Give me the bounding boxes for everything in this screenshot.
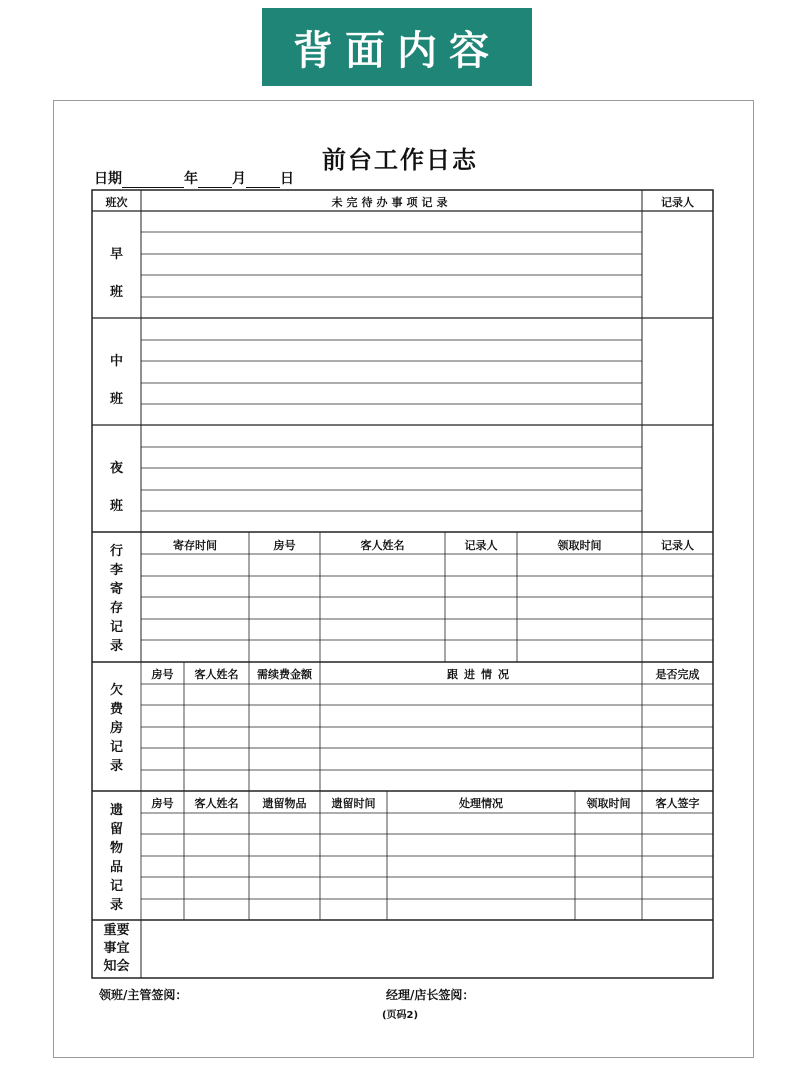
luggage-col-room: 房号 xyxy=(273,539,296,552)
arrears-section-label: 欠 费 房 记 录 xyxy=(109,683,123,774)
month-label: 月 xyxy=(232,171,246,187)
header-shift: 班次 xyxy=(105,196,128,209)
arrears-col-followup: 跟进情况 xyxy=(447,668,515,681)
lost-col-time: 遗留时间 xyxy=(331,797,376,810)
arrears-col-completed: 是否完成 xyxy=(655,668,700,681)
luggage-col-pickup-time: 领取时间 xyxy=(557,539,602,552)
lost-items-section-label: 遗 留 物 品 记 录 xyxy=(109,803,123,913)
manager-signoff: 经理/店长签阅： xyxy=(386,988,475,1002)
section-banner: 背面内容 xyxy=(262,8,532,86)
arrears-col-guest: 客人姓名 xyxy=(194,668,239,681)
supervisor-signoff: 领班/主管签阅： xyxy=(99,988,188,1002)
day-label: 日 xyxy=(280,171,294,187)
page-number: (页码2) xyxy=(381,1010,419,1021)
year-label: 年 xyxy=(184,171,198,187)
lost-col-room: 房号 xyxy=(151,797,174,810)
shift-middle: 中 班 xyxy=(109,354,123,407)
shift-morning: 早 班 xyxy=(109,247,123,300)
lost-col-handling: 处理情况 xyxy=(459,797,503,810)
date-label: 日期 xyxy=(94,171,122,187)
page-title: 前台工作日志 xyxy=(322,145,478,174)
lost-col-pickup-time: 领取时间 xyxy=(586,797,631,810)
arrears-col-room: 房号 xyxy=(151,668,174,681)
table-frame xyxy=(92,190,713,978)
luggage-col-recorder-2: 记录人 xyxy=(661,539,694,552)
luggage-col-recorder: 记录人 xyxy=(464,539,498,552)
lost-col-guest: 客人姓名 xyxy=(194,797,239,810)
luggage-col-guest: 客人姓名 xyxy=(360,539,405,552)
arrears-col-amount: 需续费金额 xyxy=(257,668,312,681)
lost-col-item: 遗留物品 xyxy=(262,797,307,810)
shift-night: 夜 班 xyxy=(109,461,123,514)
lost-col-guest-signature: 客人签字 xyxy=(655,797,700,810)
notice-label: 重要 事宜 知会 xyxy=(103,923,130,974)
header-recorder: 记录人 xyxy=(661,196,694,209)
luggage-section-label: 行 李 寄 存 记 录 xyxy=(109,544,123,654)
header-pending: 未完待办事项记录 xyxy=(331,196,452,209)
luggage-col-deposit-time: 寄存时间 xyxy=(173,539,217,552)
